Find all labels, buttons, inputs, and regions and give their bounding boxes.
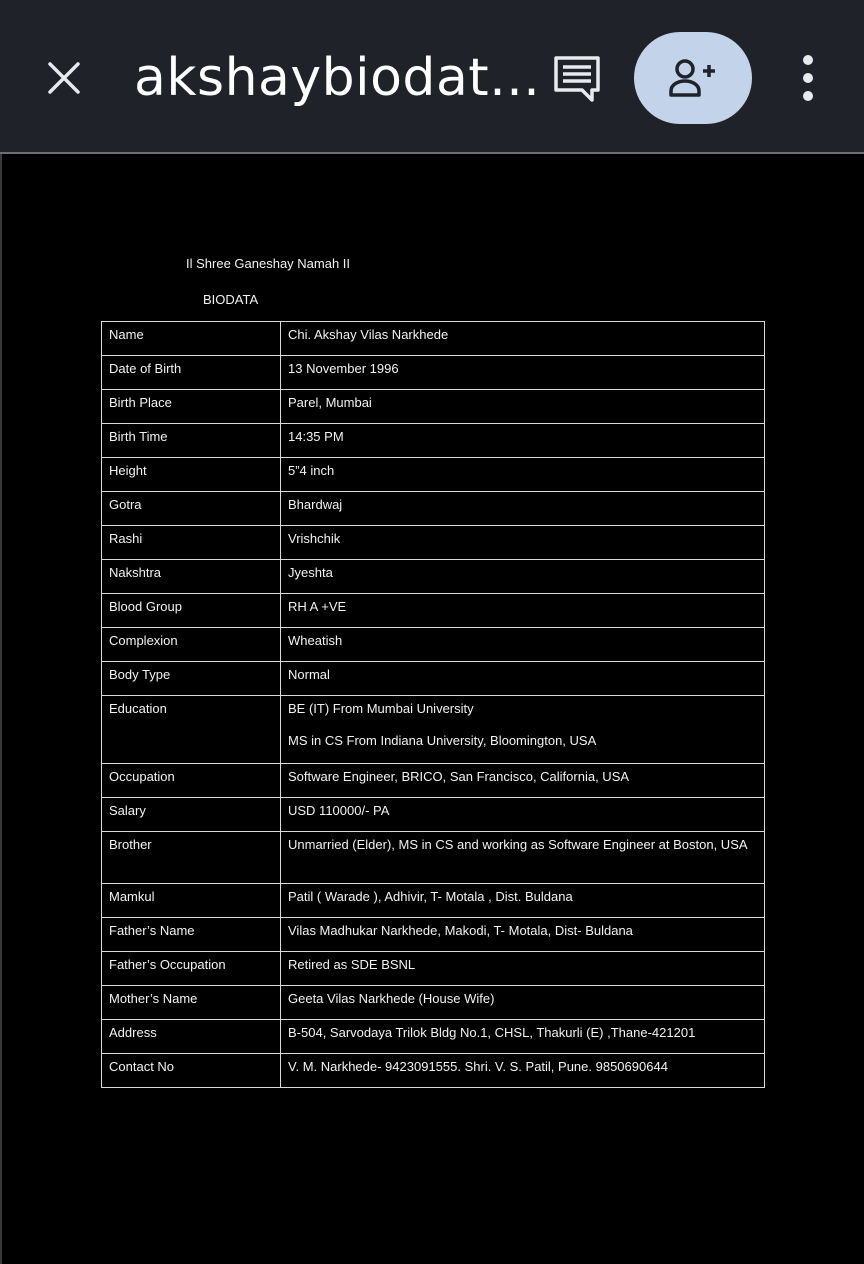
table-row [102, 594, 765, 628]
field-value [281, 424, 765, 458]
field-value-text: Jyeshta [288, 565, 333, 580]
field-label: Rashi [102, 526, 281, 560]
field-label: Address [102, 1020, 281, 1054]
field-value-text: Unmarried (Elder), MS in CS and working as Software Engineer at Boston, USA [288, 837, 748, 852]
field-value-text: Vilas Madhukar Narkhede, Makodi, T- Motala, Dist- Buldana [288, 923, 633, 938]
field-value-text: RH A +VE [288, 599, 347, 614]
document-subheading: BIODATA [203, 292, 259, 307]
field-value [281, 832, 765, 884]
field-label: Gotra [102, 492, 281, 526]
field-label: Contact No [102, 1054, 281, 1088]
field-label: Body Type [102, 662, 281, 696]
field-label: Mother’s Name [102, 986, 281, 1020]
page-edge [0, 154, 2, 1264]
field-value-text: BE (IT) From Mumbai University [288, 701, 474, 716]
field-value-text: Parel, Mumbai [288, 395, 372, 410]
more-vert-icon [803, 55, 813, 65]
table-row [102, 560, 765, 594]
field-label: Date of Birth [102, 356, 281, 390]
table-row [102, 918, 765, 952]
table-row [102, 832, 765, 884]
add-person-icon [669, 58, 717, 98]
comment-button[interactable] [549, 52, 605, 104]
field-value-text: B-504, Sarvodaya Trilok Bldg No.1, CHSL, Thakurli (E) ,Thane-421201 [288, 1025, 696, 1040]
field-value-text: Vrishchik [288, 531, 341, 546]
field-value [281, 322, 765, 356]
field-value-text: Normal [288, 667, 330, 682]
field-value-text: Bhardwaj [288, 497, 343, 512]
field-label: Birth Time [102, 424, 281, 458]
field-label: Salary [102, 798, 281, 832]
field-value [281, 390, 765, 424]
table-row [102, 628, 765, 662]
table-row [102, 390, 765, 424]
field-value [281, 696, 765, 764]
field-value-text: MS in CS From Indiana University, Bloomington, USA [288, 733, 597, 748]
field-value-text: Chi. Akshay Vilas Narkhede [288, 327, 449, 342]
table-row [102, 492, 765, 526]
table-row [102, 764, 765, 798]
close-icon [46, 60, 82, 96]
field-value-text: Geeta Vilas Narkhede (House Wife) [288, 991, 495, 1006]
field-value [281, 458, 765, 492]
table-row [102, 662, 765, 696]
field-label: Complexion [102, 628, 281, 662]
table-row [102, 356, 765, 390]
field-value [281, 986, 765, 1020]
field-value-text: Retired as SDE BSNL [288, 957, 416, 972]
table-row [102, 1020, 765, 1054]
field-value [281, 918, 765, 952]
field-value [281, 560, 765, 594]
field-value [281, 492, 765, 526]
more-options-button[interactable] [790, 52, 826, 104]
close-button[interactable] [40, 52, 88, 104]
field-value [281, 798, 765, 832]
field-value-text: Wheatish [288, 633, 343, 648]
field-value [281, 1054, 765, 1088]
field-value [281, 952, 765, 986]
field-value-text: 14:35 PM [288, 429, 344, 444]
field-value-text: 5”4 inch [288, 463, 335, 478]
field-value-text: 13 November 1996 [288, 361, 399, 376]
field-label: Nakshtra [102, 560, 281, 594]
document-title: akshaybiodat... [134, 48, 541, 108]
more-vert-icon [803, 73, 813, 83]
field-label: Height [102, 458, 281, 492]
field-label: Name [102, 322, 281, 356]
field-value [281, 594, 765, 628]
table-row [102, 1054, 765, 1088]
document-heading: Il Shree Ganeshay Namah II [186, 256, 351, 271]
field-value-text: V. M. Narkhede- 9423091555. Shri. V. S. Patil, Pune. 9850690644 [288, 1059, 668, 1074]
table-row [102, 798, 765, 832]
share-button[interactable] [634, 32, 752, 124]
field-label: Brother [102, 832, 281, 884]
field-label: Education [102, 696, 281, 764]
field-label: Blood Group [102, 594, 281, 628]
field-value [281, 884, 765, 918]
field-value-text: Software Engineer, BRICO, San Francisco, California, USA [288, 769, 630, 784]
field-label: Birth Place [102, 390, 281, 424]
field-value [281, 764, 765, 798]
more-vert-icon [803, 91, 813, 101]
field-label: Mamkul [102, 884, 281, 918]
field-label: Father’s Occupation [102, 952, 281, 986]
app-toolbar [0, 0, 864, 152]
table-row [102, 696, 765, 764]
table-row [102, 986, 765, 1020]
field-value-text: USD 110000/- PA [288, 803, 390, 818]
field-value [281, 356, 765, 390]
table-row [102, 458, 765, 492]
table-row [102, 424, 765, 458]
table-row [102, 322, 765, 356]
table-row [102, 952, 765, 986]
table-row [102, 884, 765, 918]
field-value [281, 628, 765, 662]
field-value [281, 662, 765, 696]
field-label: Occupation [102, 764, 281, 798]
field-value [281, 1020, 765, 1054]
comment-icon [552, 54, 602, 102]
biodata-table [101, 321, 765, 1088]
table-row [102, 526, 765, 560]
field-label: Father’s Name [102, 918, 281, 952]
field-value-text: Patil ( Warade ), Adhivir, T- Motala , Dist. Buldana [288, 889, 573, 904]
field-value [281, 526, 765, 560]
